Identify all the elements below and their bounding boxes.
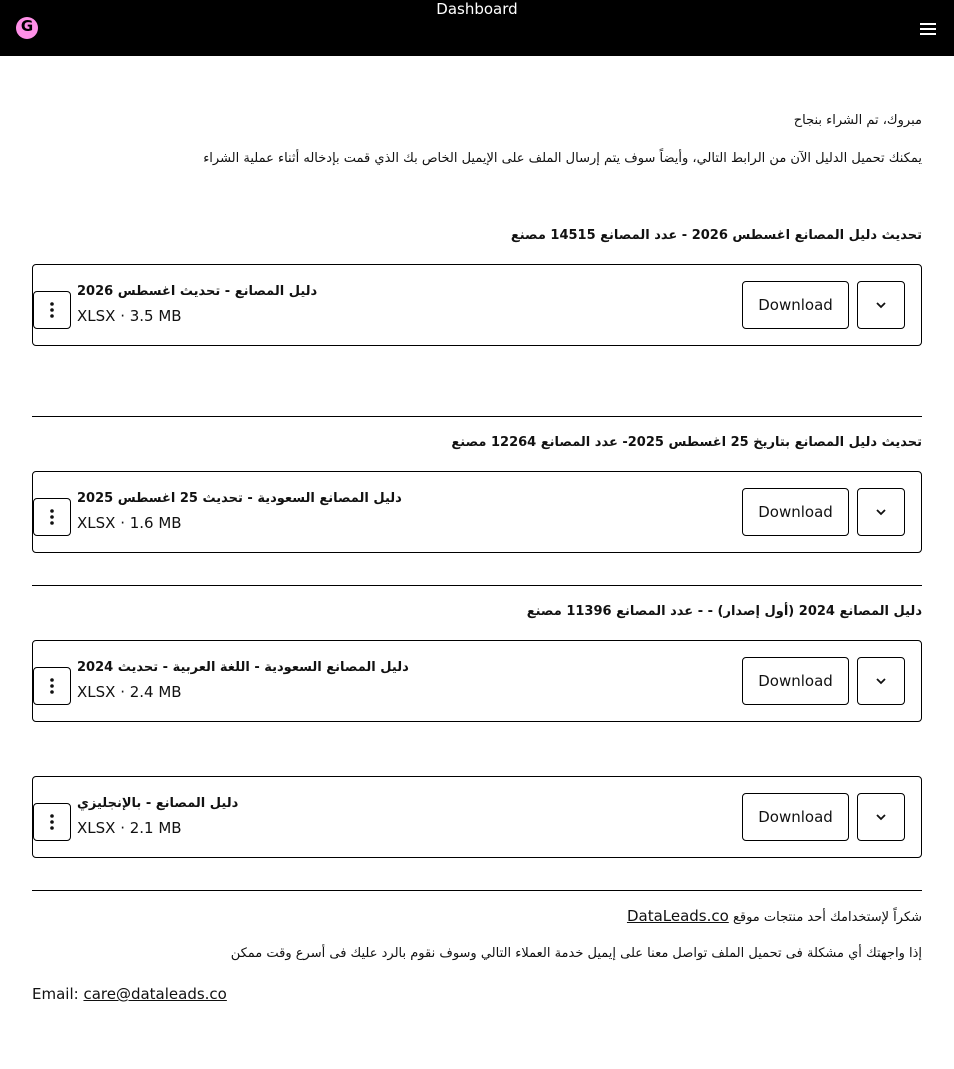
expand-button[interactable]	[857, 793, 905, 841]
download-button[interactable]: Download	[742, 488, 849, 536]
file-name: دليل المصانع السعودية - تحديث 25 اغسطس 2025	[77, 491, 402, 506]
hamburger-icon[interactable]	[918, 21, 938, 37]
file-card	[32, 640, 922, 722]
expand-button[interactable]	[857, 281, 905, 329]
vertical-dots-icon	[34, 292, 70, 328]
thanks-message	[627, 907, 922, 925]
file-card	[32, 776, 922, 858]
more-options-button[interactable]	[33, 667, 71, 705]
more-options-button[interactable]	[33, 803, 71, 841]
expand-button[interactable]	[857, 657, 905, 705]
chevron-down-icon	[858, 658, 904, 704]
logo[interactable]	[16, 17, 38, 39]
page-title: Dashboard	[436, 0, 518, 18]
vertical-dots-icon	[34, 804, 70, 840]
divider	[32, 890, 922, 891]
divider	[32, 416, 922, 417]
download-instructions: يمكنك تحميل الدليل الآن من الرابط التالي، وأيضاً سوف يتم إرسال الملف على الإيميل الخاص بك الذي قمت بإدخاله أثناء عملية الشراء	[203, 151, 922, 166]
divider	[32, 585, 922, 586]
vertical-dots-icon	[34, 499, 70, 535]
more-options-button[interactable]	[33, 291, 71, 329]
section-title-2024: دليل المصانع 2024 (أول إصدار) - - عدد المصانع 11396 مصنع	[526, 604, 922, 619]
file-meta: XLSX · 3.5 MB	[77, 307, 182, 325]
chevron-down-icon	[858, 489, 904, 535]
site-link[interactable]: DataLeads.co	[626, 907, 729, 925]
contact-email	[32, 985, 227, 1003]
download-button[interactable]: Download	[742, 281, 849, 329]
top-bar	[0, 0, 954, 56]
email-link[interactable]: care@dataleads.co	[83, 985, 227, 1003]
download-button[interactable]: Download	[742, 657, 849, 705]
vertical-dots-icon	[34, 668, 70, 704]
file-meta: XLSX · 2.4 MB	[77, 683, 182, 701]
thanks-text: شكراً لإستخدامك أحد منتجات موقع	[732, 910, 922, 925]
file-name: دليل المصانع السعودية - اللغة العربية - تحديث 2024	[77, 660, 409, 675]
download-button[interactable]: Download	[742, 793, 849, 841]
support-message: إذا واجهتك أي مشكلة فى تحميل الملف تواصل معنا على إيميل خدمة العملاء التالي وسوف نقوم بالرد عليك فى أسرع وقت ممكن	[230, 946, 922, 961]
file-meta: XLSX · 2.1 MB	[77, 819, 182, 837]
section-title-2025: تحديث دليل المصانع بتاريخ 25 اغسطس 2025- عدد المصانع 12264 مصنع	[451, 435, 922, 450]
email-label: Email:	[32, 985, 79, 1003]
section-title-2026: تحديث دليل المصانع اغسطس 2026 - عدد المصانع 14515 مصنع	[510, 228, 922, 243]
file-name: دليل المصانع - تحديث اغسطس 2026	[77, 284, 318, 299]
file-card	[32, 264, 922, 346]
chevron-down-icon	[858, 794, 904, 840]
logo-letter: G	[20, 17, 34, 35]
file-meta: XLSX · 1.6 MB	[77, 514, 182, 532]
chevron-down-icon	[858, 282, 904, 328]
expand-button[interactable]	[857, 488, 905, 536]
file-name: دليل المصانع - بالإنجليزي	[77, 796, 239, 811]
success-message: مبروك، تم الشراء بنجاح	[793, 113, 922, 128]
file-card	[32, 471, 922, 553]
more-options-button[interactable]	[33, 498, 71, 536]
